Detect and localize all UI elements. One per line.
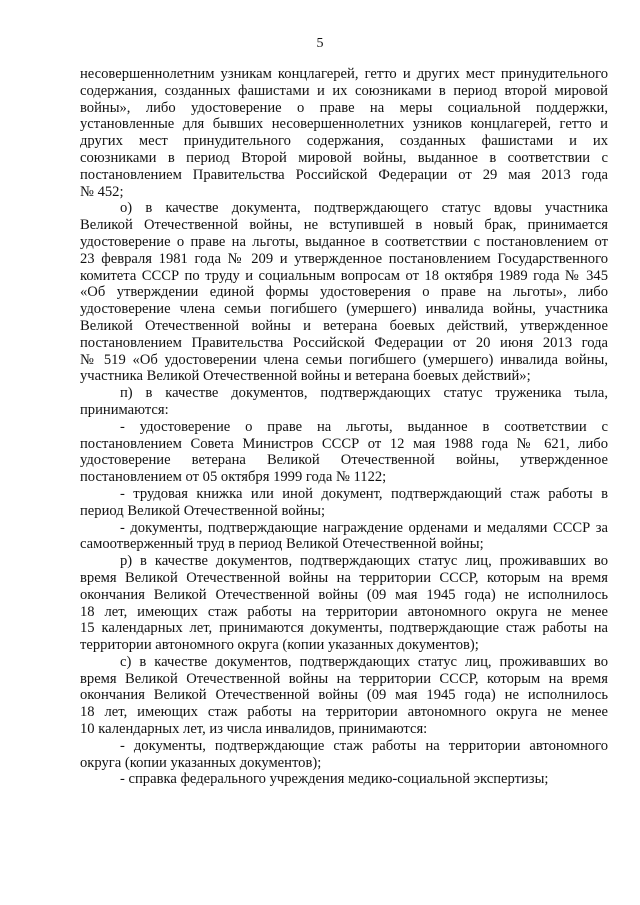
paragraph [80,771,608,788]
text-line: окончания Великой Отечественной войны (09 мая 1945 года) не исполнилось [80,586,608,603]
text-line: постановлением Правительства Российской Федерации от 20 июня 2013 года [80,334,608,351]
text-line: удостоверение члена семьи погибшего (умершего) инвалида войны, участника [80,301,608,318]
text-line: самоотверженный труд в период Великой Отечественной войны; [80,536,484,553]
paragraph [80,200,608,385]
text-line: войны», либо удостоверение о праве на меры социальной поддержки, [80,99,608,116]
text-line: содержания, созданных фашистами и их союзниками в период второй мировой [80,82,608,99]
text-line: союзниками в период Второй мировой войны, выданное в соответствии с [80,149,608,166]
document-body [80,66,608,788]
paragraph [80,66,608,200]
text-line: территории автономного округа (копии указанных документов); [80,637,479,654]
text-line: «Об утверждении единой формы удостоверения о праве на льготы», либо [80,284,608,301]
text-line: принимаются: [80,401,169,418]
text-line: установленные для бывших несовершеннолетних узников концлагерей, гетто и [80,116,608,133]
paragraph [80,486,608,520]
text-line: - удостоверение о праве на льготы, выданное в соответствии с [120,418,608,435]
paragraph [80,738,608,772]
text-line: п) в качестве документов, подтверждающих статус труженика тыла, [120,385,608,402]
text-line: окончания Великой Отечественной войны (09 мая 1945 года) не исполнилось [80,687,608,704]
text-line: 15 календарных лет, принимаются документы, подтверждающие стаж работы на [80,620,608,637]
text-line: о) в качестве документа, подтверждающего статус вдовы участника [120,200,608,217]
text-line: - документы, подтверждающие награждение орденами и медалями СССР за [120,519,608,536]
paragraph [80,385,608,419]
text-line: № 519 «Об удостоверении члена семьи погибшего (умершего) инвалида войны, [80,351,608,368]
text-line: 18 лет, имеющих стаж работы на территории автономного округа не менее [80,704,608,721]
text-line: постановлением Правительства Российской Федерации от 29 мая 2013 года [80,166,608,183]
paragraph [80,654,608,738]
text-line: № 452; [80,183,124,200]
text-line: время Великой Отечественной войны на территории СССР, которым на время [80,670,608,687]
text-line: с) в качестве документов, подтверждающих статус лиц, проживавших во [120,653,608,670]
paragraph [80,553,608,654]
text-line: 23 февраля 1981 года № 209 и утвержденное постановлением Государственного [80,250,608,267]
text-line: 10 календарных лет, из числа инвалидов, принимаются: [80,721,428,738]
text-line: Великой Отечественной войны, не вступившей в новый брак, принимается [80,217,608,234]
text-line: Великой Отечественной войны и ветерана боевых действий, утвержденное [80,317,608,334]
text-line: - справка федерального учреждения медико-социальной экспертизы; [120,771,549,788]
text-line: участника Великой Отечественной войны и ветерана боевых действий»; [80,368,531,385]
text-line: несовершеннолетним узникам концлагерей, гетто и других мест принудительного [80,66,608,82]
paragraph [80,419,608,486]
text-line: удостоверение ветерана Великой Отечественной войны, утвержденное [80,452,608,469]
page-number: 5 [316,36,324,51]
text-line: комитета СССР по труду и социальным вопросам от 18 октября 1989 года № 345 [80,267,608,284]
text-line: постановлением от 05 октября 1999 года № 1122; [80,469,387,486]
text-line: р) в качестве документов, подтверждающих статус лиц, проживавших во [120,553,608,570]
text-line: время Великой Отечественной войны на территории СССР, которым на время [80,569,608,586]
text-line: 18 лет, имеющих стаж работы на территории автономного округа не менее [80,603,608,620]
text-line: - документы, подтверждающие стаж работы на территории автономного [120,737,608,754]
text-line: - трудовая книжка или иной документ, подтверждающий стаж работы в [120,485,608,502]
text-line: постановлением Совета Министров СССР от 12 мая 1988 года № 621, либо [80,435,608,452]
text-line: удостоверение о праве на льготы, выданное в соответствии с постановлением от [80,233,608,250]
text-line: период Великой Отечественной войны; [80,502,326,519]
paragraph [80,520,608,554]
text-line: других мест принудительного содержания, созданных фашистами и их [80,133,608,150]
text-line: округа (копии указанных документов); [80,754,322,771]
